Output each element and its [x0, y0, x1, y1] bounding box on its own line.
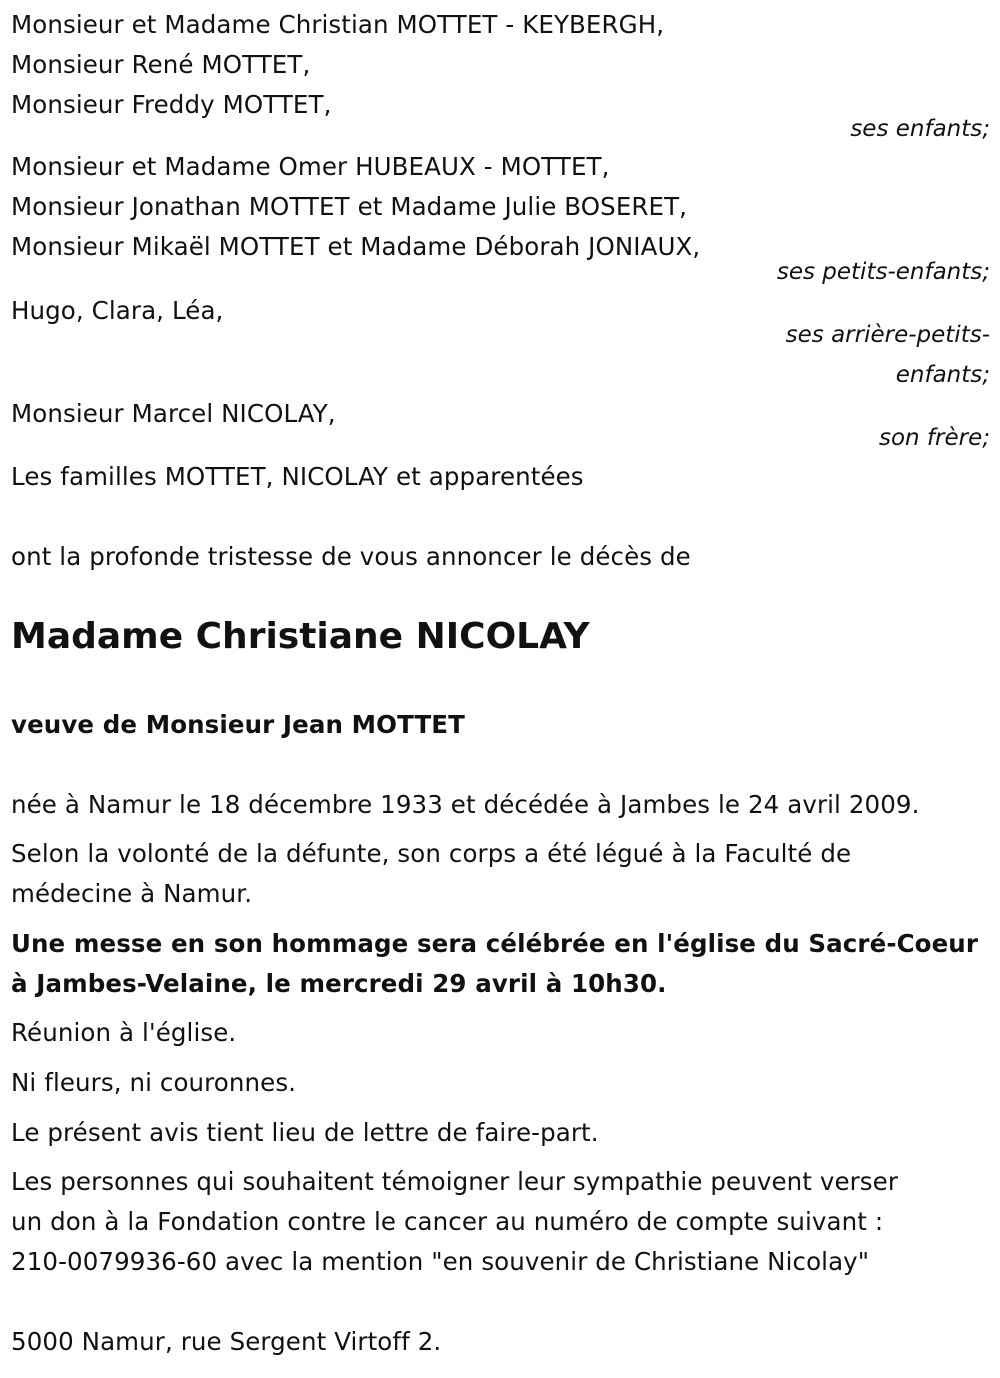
body-wish-line-2: médecine à Namur. [11, 879, 253, 908]
role-great-grandchildren-2: enfants; [895, 362, 990, 388]
role-children: ses enfants; [850, 116, 990, 142]
role-great-grandchildren-1: ses arrière-petits- [785, 322, 990, 348]
donation-line-2: un don à la Fondation contre le cancer au numéro de compte suivant : [11, 1207, 884, 1236]
no-flowers-text: Ni fleurs, ni couronnes. [11, 1068, 297, 1097]
notice-text: Le présent avis tient lieu de lettre de faire-part. [11, 1118, 599, 1147]
role-grandchildren: ses petits-enfants; [776, 259, 990, 285]
reunion-text: Réunion à l'église. [11, 1018, 237, 1047]
mass-line-1: Une messe en son hommage sera célébrée en l'église du Sacré-Coeur [11, 929, 979, 958]
family-line-grandchild-2: Monsieur Jonathan MOTTET et Madame Julie BOSERET, [11, 192, 688, 221]
family-line-child-2: Monsieur René MOTTET, [11, 50, 311, 79]
widow-of: veuve de Monsieur Jean MOTTET [11, 710, 465, 739]
deceased-name: Madame Christiane NICOLAY [11, 616, 590, 657]
family-line-grandchild-3: Monsieur Mikaël MOTTET et Madame Déborah JONIAUX, [11, 232, 701, 261]
mass-line-2: à Jambes-Velaine, le mercredi 29 avril à 10h30. [11, 969, 667, 998]
family-line-grandchild-1: Monsieur et Madame Omer HUBEAUX - MOTTET, [11, 152, 610, 181]
family-line-families: Les familles MOTTET, NICOLAY et apparentées [11, 462, 584, 491]
family-line-child-3: Monsieur Freddy MOTTET, [11, 90, 332, 119]
family-line-child-1: Monsieur et Madame Christian MOTTET - KEYBERGH, [11, 10, 665, 39]
family-line-great-grandchildren: Hugo, Clara, Léa, [11, 296, 224, 325]
role-brother: son frère; [878, 425, 990, 451]
body-wish-line-1: Selon la volonté de la défunte, son corps a été légué à la Faculté de [11, 839, 852, 868]
birth-death: née à Namur le 18 décembre 1933 et décédée à Jambes le 24 avril 2009. [11, 790, 920, 819]
announcement-text: ont la profonde tristesse de vous annoncer le décès de [11, 542, 691, 571]
family-line-brother: Monsieur Marcel NICOLAY, [11, 399, 336, 428]
address-text: 5000 Namur, rue Sergent Virtoff 2. [11, 1327, 442, 1356]
donation-line-1: Les personnes qui souhaitent témoigner leur sympathie peuvent verser [11, 1167, 899, 1196]
donation-line-3: 210-0079936-60 avec la mention "en souvenir de Christiane Nicolay" [11, 1247, 870, 1276]
